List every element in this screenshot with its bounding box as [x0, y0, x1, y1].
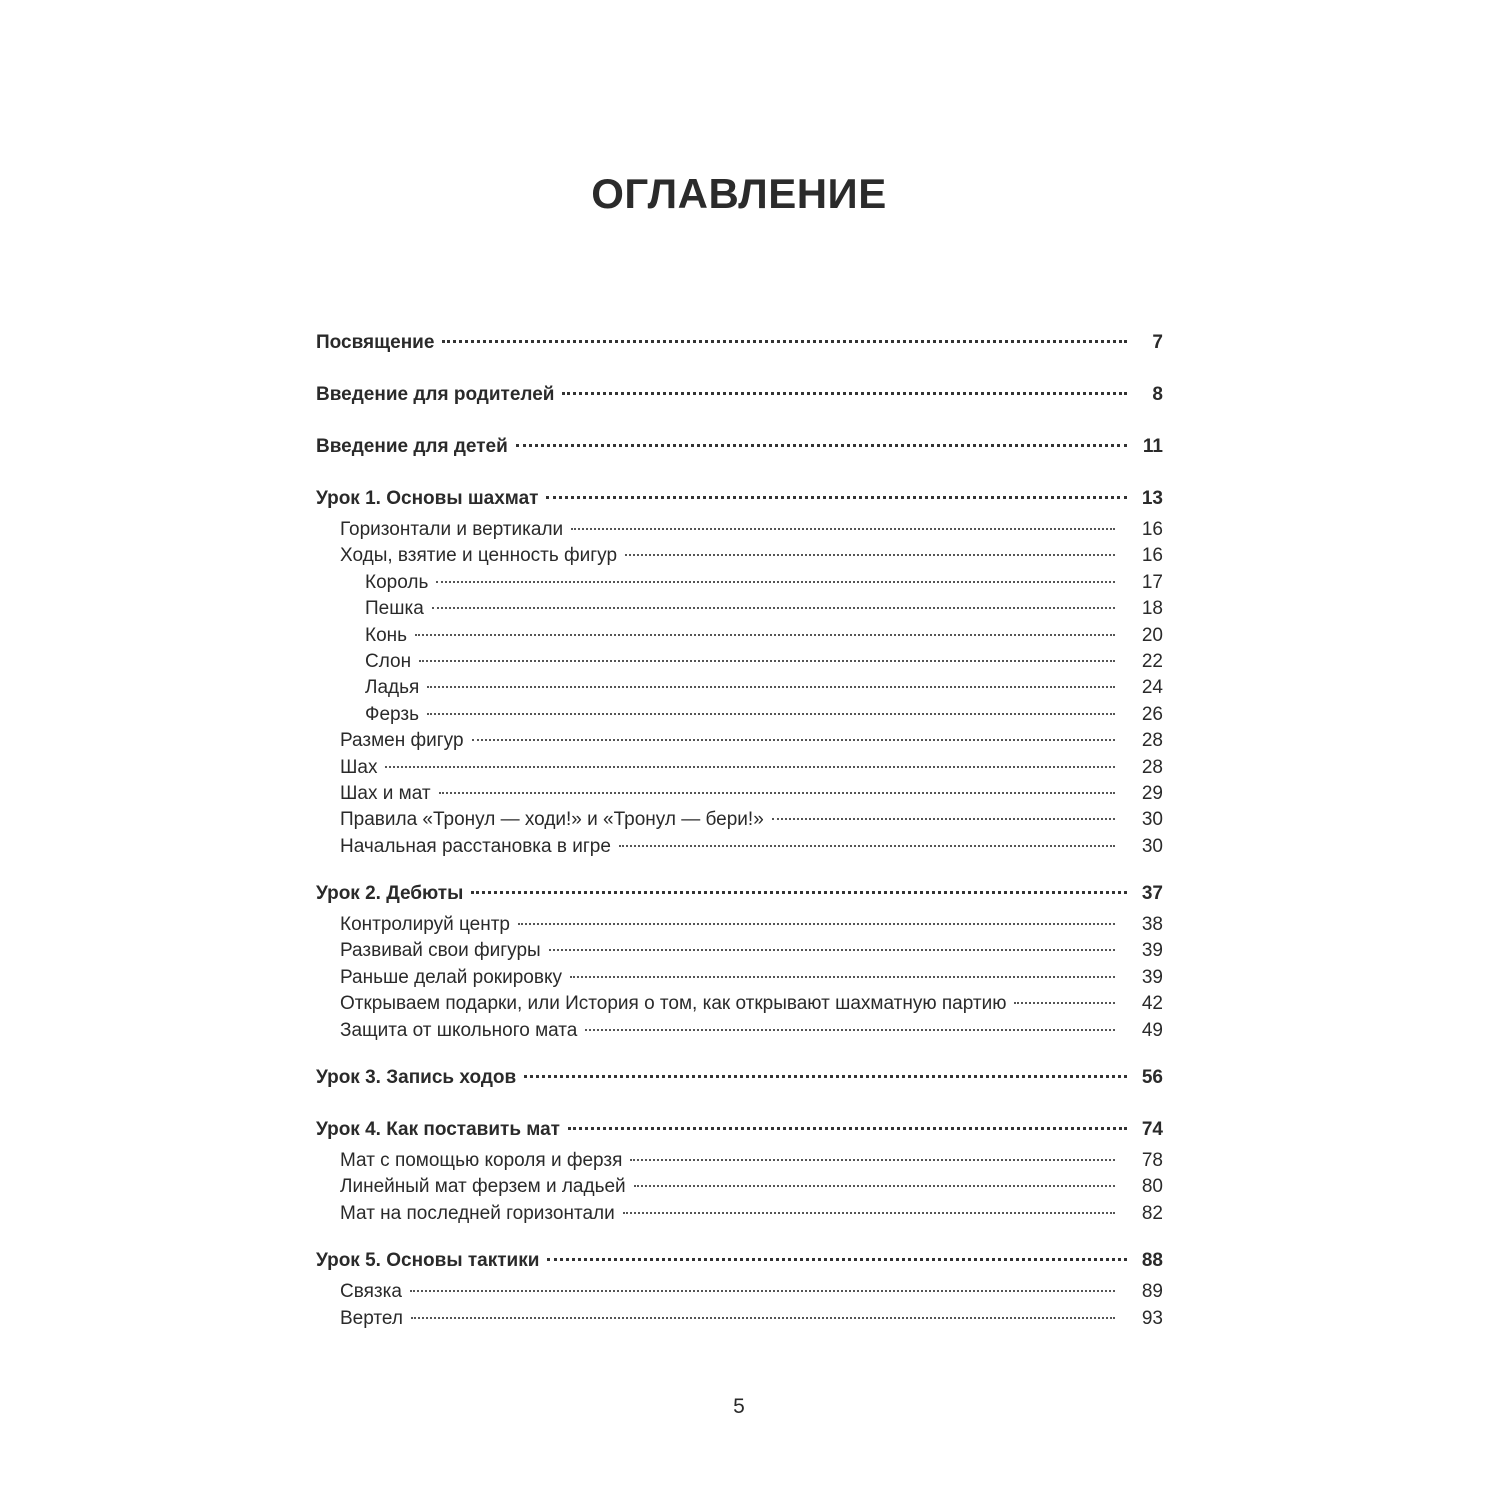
toc-entry-page: 88	[1141, 1250, 1163, 1272]
dot-leader	[410, 1290, 1115, 1292]
toc-entry-page: 42	[1141, 993, 1163, 1015]
toc-entry-page: 13	[1141, 488, 1163, 509]
toc-entry-page: 16	[1141, 519, 1163, 540]
toc-entry-title: Посвящение	[316, 332, 435, 353]
toc-entry-title: Урок 3. Запись ходов	[316, 1067, 517, 1089]
toc-section-entry	[316, 728, 1163, 754]
dot-leader	[427, 713, 1115, 715]
toc-group	[316, 1243, 1163, 1332]
dot-leader	[1014, 1002, 1115, 1004]
dot-leader	[571, 528, 1115, 530]
dot-leader	[524, 1075, 1127, 1078]
toc-section-entry	[316, 675, 1163, 701]
toc-entry-page: 17	[1141, 571, 1163, 593]
dot-leader	[516, 444, 1127, 447]
toc-entry-page: 93	[1141, 1307, 1163, 1329]
toc-entry-page: 11	[1142, 436, 1163, 457]
toc-section-entry	[316, 912, 1163, 938]
toc-entry-title: Начальная расстановка в игре	[340, 835, 611, 857]
toc-section-entry	[316, 991, 1163, 1017]
toc-chapter-entry	[316, 429, 1163, 465]
toc-entry-title: Шах и мат	[340, 782, 431, 804]
toc-chapter-entry	[316, 876, 1163, 912]
toc-group	[316, 876, 1163, 1044]
toc-section-entry	[316, 938, 1163, 964]
toc-entry-page: 38	[1141, 914, 1163, 936]
toc-section-entry	[316, 834, 1163, 860]
dot-leader	[442, 340, 1127, 343]
toc-entry-page: 82	[1141, 1202, 1163, 1224]
dot-leader	[471, 891, 1127, 894]
dot-leader	[385, 766, 1115, 768]
toc-entry-page: 80	[1141, 1176, 1163, 1198]
toc-entry-page: 78	[1141, 1150, 1163, 1172]
toc-entry-title: Ферзь	[365, 703, 419, 725]
toc-entry-title: Вертел	[340, 1307, 403, 1329]
toc-section-entry	[316, 807, 1163, 833]
toc-entry-title: Пешка	[365, 598, 424, 620]
toc-group	[316, 377, 1163, 413]
dot-leader	[439, 792, 1115, 794]
dot-leader	[570, 976, 1115, 978]
dot-leader	[436, 581, 1115, 583]
dot-leader	[772, 818, 1115, 820]
toc-entry-title: Контролируй центр	[340, 914, 510, 936]
dot-leader	[415, 634, 1115, 636]
toc-entry-title: Слон	[365, 650, 412, 672]
toc-entry-page: 39	[1141, 940, 1163, 962]
toc-entry-title: Урок 2. Дебюты	[316, 883, 464, 905]
dot-leader	[568, 1127, 1127, 1130]
toc-entry-page: 74	[1141, 1119, 1163, 1141]
toc-group	[316, 1060, 1163, 1096]
toc-section-entry	[316, 1018, 1163, 1044]
toc-group	[316, 481, 1163, 860]
toc-entry-title: Открываем подарки, или История о том, как открывают шахматную партию	[340, 993, 1007, 1015]
toc-section-entry	[316, 965, 1163, 991]
toc-entry-page: 18	[1141, 598, 1163, 620]
dot-leader	[630, 1159, 1115, 1161]
toc-entry-title: Размен фигур	[340, 730, 464, 752]
toc-entry-title: Урок 5. Основы тактики	[316, 1250, 540, 1272]
toc-entry-title: Шах	[340, 756, 378, 778]
toc-entry-title: Линейный мат ферзем и ладьей	[340, 1176, 626, 1198]
table-of-contents	[316, 325, 1163, 1348]
toc-entry-page: 26	[1141, 703, 1163, 725]
toc-entry-title: Введение для родителей	[316, 384, 555, 405]
toc-section-entry	[316, 596, 1163, 622]
dot-leader	[432, 607, 1115, 609]
toc-section-entry	[316, 649, 1163, 675]
toc-chapter-entry	[316, 1243, 1163, 1279]
dot-leader	[619, 845, 1115, 847]
toc-entry-title: Ходы, взятие и ценность фигур	[340, 545, 618, 567]
toc-section-entry	[316, 570, 1163, 596]
toc-entry-page: 8	[1152, 384, 1163, 405]
dot-leader	[549, 949, 1115, 951]
dot-leader	[472, 739, 1115, 741]
toc-entry-title: Связка	[340, 1281, 402, 1303]
toc-entry-page: 7	[1152, 332, 1163, 353]
toc-entry-page: 16	[1141, 545, 1163, 567]
toc-entry-page: 89	[1141, 1281, 1163, 1303]
toc-entry-page: 49	[1141, 1019, 1163, 1041]
toc-chapter-entry	[316, 377, 1163, 413]
toc-entry-page: 20	[1141, 624, 1163, 646]
toc-entry-title: Раньше делай рокировку	[340, 966, 562, 988]
toc-entry-page: 24	[1141, 677, 1163, 699]
dot-leader	[562, 392, 1127, 395]
dot-leader	[585, 1029, 1115, 1031]
toc-section-entry	[316, 781, 1163, 807]
toc-entry-page: 28	[1141, 756, 1163, 778]
dot-leader	[546, 496, 1127, 499]
toc-group	[316, 1112, 1163, 1227]
toc-entry-title: Король	[365, 571, 429, 593]
toc-entry-page: 28	[1141, 730, 1163, 752]
toc-entry-title: Конь	[365, 624, 408, 646]
dot-leader	[623, 1212, 1115, 1214]
toc-section-entry	[316, 517, 1163, 543]
toc-section-entry	[316, 755, 1163, 781]
dot-leader	[411, 1317, 1115, 1319]
toc-entry-page: 30	[1141, 809, 1163, 831]
toc-entry-title: Урок 1. Основы шахмат	[316, 488, 539, 509]
toc-entry-title: Горизонтали и вертикали	[340, 519, 564, 540]
page-number: 5	[733, 1395, 745, 1418]
toc-entry-title: Правила «Тронул — ходи!» и «Тронул — бери!»	[340, 809, 764, 831]
toc-entry-page: 56	[1141, 1067, 1163, 1089]
dot-leader	[547, 1258, 1127, 1261]
toc-group	[316, 429, 1163, 465]
toc-entry-title: Введение для детей	[316, 436, 508, 457]
toc-entry-page: 37	[1141, 883, 1163, 905]
toc-entry-page: 29	[1141, 782, 1163, 804]
dot-leader	[634, 1185, 1115, 1187]
toc-chapter-entry	[316, 1060, 1163, 1096]
toc-section-entry	[316, 1148, 1163, 1174]
toc-chapter-entry	[316, 1112, 1163, 1148]
toc-entry-page: 22	[1141, 650, 1163, 672]
toc-entry-title: Мат на последней горизонтали	[340, 1202, 615, 1224]
toc-entry-page: 39	[1141, 966, 1163, 988]
dot-leader	[518, 923, 1115, 925]
toc-chapter-entry	[316, 481, 1163, 517]
dot-leader	[625, 554, 1115, 556]
toc-section-entry	[316, 1201, 1163, 1227]
toc-entry-title: Мат с помощью короля и ферзя	[340, 1150, 623, 1172]
toc-entry-title: Развивай свои фигуры	[340, 940, 541, 962]
toc-entry-page: 30	[1141, 835, 1163, 857]
toc-entry-title: Ладья	[365, 677, 420, 699]
toc-entry-title: Урок 4. Как поставить мат	[316, 1119, 560, 1141]
toc-section-entry	[316, 1306, 1163, 1332]
toc-chapter-entry	[316, 325, 1163, 361]
toc-section-entry	[316, 1279, 1163, 1305]
toc-section-entry	[316, 543, 1163, 569]
toc-section-entry	[316, 702, 1163, 728]
toc-entry-title: Защита от школьного мата	[340, 1019, 578, 1041]
dot-leader	[419, 660, 1115, 662]
dot-leader	[427, 686, 1115, 688]
toc-section-entry	[316, 623, 1163, 649]
toc-section-entry	[316, 1174, 1163, 1200]
page-title: ОГЛАВЛЕНИЕ	[591, 170, 887, 217]
toc-group	[316, 325, 1163, 361]
